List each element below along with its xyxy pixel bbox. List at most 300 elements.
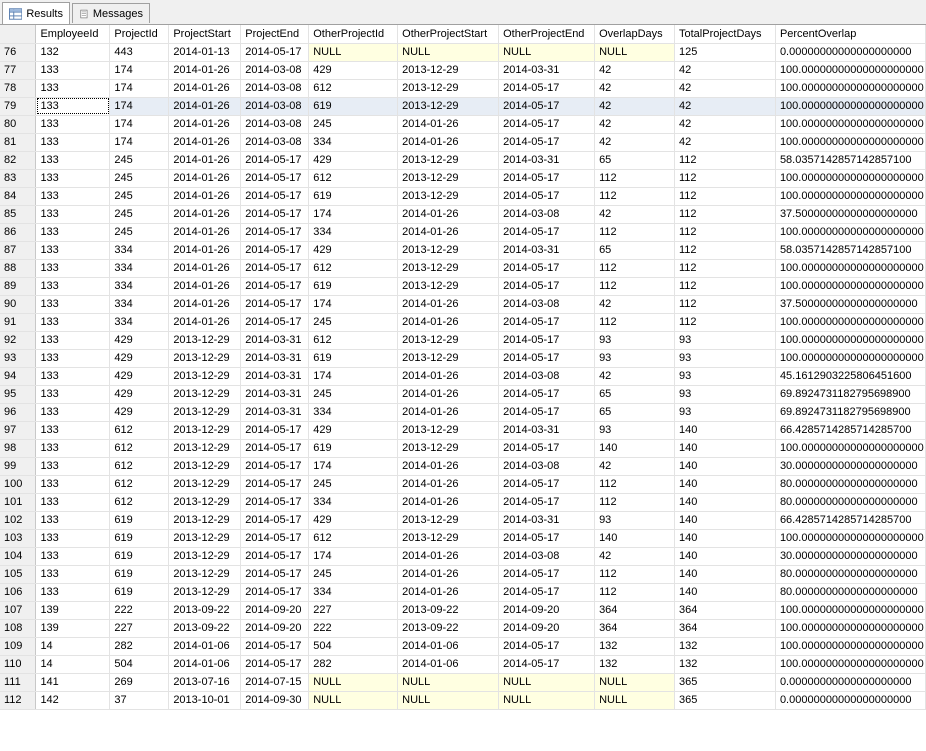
column-header-employee-id[interactable]: EmployeeId: [36, 25, 110, 43]
cell-other-project-id[interactable]: 245: [309, 565, 398, 583]
cell-other-project-end[interactable]: 2014-05-17: [499, 385, 595, 403]
table-row[interactable]: [0, 511, 926, 529]
cell-project-end[interactable]: 2014-05-17: [241, 511, 309, 529]
cell-other-project-end[interactable]: 2014-05-17: [499, 259, 595, 277]
cell-project-start[interactable]: 2014-01-06: [169, 637, 241, 655]
cell-project-id[interactable]: 174: [110, 79, 169, 97]
cell-other-project-id[interactable]: NULL: [309, 43, 398, 61]
cell-overlap-days[interactable]: 112: [595, 223, 675, 241]
cell-project-start[interactable]: 2014-01-26: [169, 277, 241, 295]
cell-overlap-days[interactable]: 93: [595, 331, 675, 349]
column-header-project-end[interactable]: ProjectEnd: [241, 25, 309, 43]
cell-percent-overlap[interactable]: 80.00000000000000000000: [775, 475, 925, 493]
cell-percent-overlap[interactable]: 66.4285714285714285700: [775, 511, 925, 529]
cell-project-end[interactable]: 2014-05-17: [241, 259, 309, 277]
cell-project-end[interactable]: 2014-05-17: [241, 295, 309, 313]
cell-percent-overlap[interactable]: 58.0357142857142857100: [775, 241, 925, 259]
cell-total-project-days[interactable]: 112: [675, 313, 776, 331]
cell-other-project-id[interactable]: 612: [309, 169, 398, 187]
cell-total-project-days[interactable]: 112: [675, 259, 776, 277]
results-grid[interactable]: [0, 25, 926, 751]
cell-overlap-days[interactable]: NULL: [595, 691, 675, 709]
table-row[interactable]: [0, 403, 926, 421]
table-row[interactable]: [0, 61, 926, 79]
cell-employee-id[interactable]: 133: [36, 79, 110, 97]
cell-project-start[interactable]: 2013-12-29: [169, 547, 241, 565]
cell-project-id[interactable]: 245: [110, 223, 169, 241]
cell-project-end[interactable]: 2014-05-17: [241, 493, 309, 511]
cell-project-id[interactable]: 612: [110, 475, 169, 493]
column-header-overlap-days[interactable]: OverlapDays: [595, 25, 675, 43]
cell-employee-id[interactable]: 133: [36, 205, 110, 223]
row-number-cell[interactable]: 82: [0, 151, 36, 169]
cell-employee-id[interactable]: 133: [36, 385, 110, 403]
cell-employee-id[interactable]: 14: [36, 637, 110, 655]
cell-other-project-id[interactable]: NULL: [309, 673, 398, 691]
cell-project-end[interactable]: 2014-05-17: [241, 565, 309, 583]
cell-overlap-days[interactable]: 112: [595, 583, 675, 601]
cell-employee-id[interactable]: 133: [36, 421, 110, 439]
column-header-project-start[interactable]: ProjectStart: [169, 25, 241, 43]
cell-other-project-end[interactable]: 2014-03-31: [499, 511, 595, 529]
cell-overlap-days[interactable]: 42: [595, 133, 675, 151]
row-number-cell[interactable]: 101: [0, 493, 36, 511]
column-header-other-project-end[interactable]: OtherProjectEnd: [499, 25, 595, 43]
table-row[interactable]: [0, 493, 926, 511]
cell-other-project-id[interactable]: 619: [309, 439, 398, 457]
cell-percent-overlap[interactable]: 0.00000000000000000000: [775, 43, 925, 61]
cell-project-start[interactable]: 2013-12-29: [169, 493, 241, 511]
cell-percent-overlap[interactable]: 100.00000000000000000000: [775, 115, 925, 133]
table-row[interactable]: [0, 277, 926, 295]
cell-project-id[interactable]: 429: [110, 385, 169, 403]
row-number-cell[interactable]: 103: [0, 529, 36, 547]
cell-other-project-id[interactable]: 619: [309, 277, 398, 295]
row-number-cell[interactable]: 88: [0, 259, 36, 277]
cell-other-project-start[interactable]: 2013-09-22: [398, 601, 499, 619]
cell-employee-id[interactable]: 133: [36, 331, 110, 349]
cell-other-project-id[interactable]: 612: [309, 331, 398, 349]
cell-project-end[interactable]: 2014-05-17: [241, 43, 309, 61]
cell-total-project-days[interactable]: 365: [675, 673, 776, 691]
cell-total-project-days[interactable]: 42: [675, 133, 776, 151]
cell-project-id[interactable]: 619: [110, 565, 169, 583]
cell-total-project-days[interactable]: 93: [675, 349, 776, 367]
cell-project-id[interactable]: 227: [110, 619, 169, 637]
cell-project-start[interactable]: 2013-12-29: [169, 331, 241, 349]
cell-project-start[interactable]: 2013-09-22: [169, 601, 241, 619]
cell-other-project-start[interactable]: 2013-12-29: [398, 421, 499, 439]
cell-project-start[interactable]: 2013-12-29: [169, 565, 241, 583]
cell-project-id[interactable]: 245: [110, 205, 169, 223]
cell-employee-id[interactable]: 139: [36, 619, 110, 637]
cell-other-project-end[interactable]: 2014-03-08: [499, 547, 595, 565]
cell-total-project-days[interactable]: 112: [675, 223, 776, 241]
cell-overlap-days[interactable]: 112: [595, 187, 675, 205]
tab-messages[interactable]: [72, 3, 150, 23]
cell-project-end[interactable]: 2014-05-17: [241, 421, 309, 439]
cell-other-project-start[interactable]: 2014-01-26: [398, 295, 499, 313]
cell-overlap-days[interactable]: 42: [595, 205, 675, 223]
row-number-cell[interactable]: 83: [0, 169, 36, 187]
cell-other-project-start[interactable]: 2013-12-29: [398, 79, 499, 97]
cell-total-project-days[interactable]: 364: [675, 601, 776, 619]
cell-other-project-end[interactable]: 2014-03-08: [499, 295, 595, 313]
cell-other-project-start[interactable]: 2014-01-06: [398, 637, 499, 655]
cell-percent-overlap[interactable]: 66.4285714285714285700: [775, 421, 925, 439]
table-row[interactable]: [0, 241, 926, 259]
cell-project-start[interactable]: 2013-12-29: [169, 349, 241, 367]
cell-project-end[interactable]: 2014-03-08: [241, 133, 309, 151]
column-header-other-project-id[interactable]: OtherProjectId: [309, 25, 398, 43]
cell-total-project-days[interactable]: 42: [675, 115, 776, 133]
cell-project-end[interactable]: 2014-05-17: [241, 313, 309, 331]
cell-other-project-start[interactable]: 2013-12-29: [398, 529, 499, 547]
cell-project-start[interactable]: 2014-01-26: [169, 151, 241, 169]
cell-total-project-days[interactable]: 140: [675, 475, 776, 493]
cell-percent-overlap[interactable]: 100.00000000000000000000: [775, 655, 925, 673]
cell-other-project-end[interactable]: 2014-05-17: [499, 313, 595, 331]
cell-project-id[interactable]: 429: [110, 403, 169, 421]
cell-overlap-days[interactable]: 112: [595, 313, 675, 331]
cell-other-project-start[interactable]: 2013-12-29: [398, 169, 499, 187]
cell-project-start[interactable]: 2014-01-26: [169, 205, 241, 223]
cell-total-project-days[interactable]: 140: [675, 583, 776, 601]
row-number-cell[interactable]: 81: [0, 133, 36, 151]
cell-other-project-id[interactable]: 282: [309, 655, 398, 673]
row-number-cell[interactable]: 112: [0, 691, 36, 709]
cell-percent-overlap[interactable]: 100.00000000000000000000: [775, 169, 925, 187]
cell-other-project-end[interactable]: 2014-03-08: [499, 205, 595, 223]
cell-project-end[interactable]: 2014-09-20: [241, 601, 309, 619]
table-row[interactable]: [0, 457, 926, 475]
cell-percent-overlap[interactable]: 100.00000000000000000000: [775, 133, 925, 151]
cell-employee-id[interactable]: 133: [36, 133, 110, 151]
cell-total-project-days[interactable]: 112: [675, 241, 776, 259]
cell-percent-overlap[interactable]: 45.1612903225806451600: [775, 367, 925, 385]
cell-other-project-end[interactable]: 2014-05-17: [499, 565, 595, 583]
cell-total-project-days[interactable]: 132: [675, 655, 776, 673]
cell-employee-id[interactable]: 141: [36, 673, 110, 691]
cell-percent-overlap[interactable]: 0.00000000000000000000: [775, 673, 925, 691]
table-row[interactable]: [0, 151, 926, 169]
cell-other-project-start[interactable]: 2014-01-26: [398, 223, 499, 241]
table-row[interactable]: [0, 601, 926, 619]
cell-employee-id[interactable]: 133: [36, 475, 110, 493]
cell-percent-overlap[interactable]: 69.8924731182795698900: [775, 385, 925, 403]
cell-overlap-days[interactable]: 93: [595, 421, 675, 439]
cell-percent-overlap[interactable]: 80.00000000000000000000: [775, 493, 925, 511]
cell-percent-overlap[interactable]: 30.00000000000000000000: [775, 457, 925, 475]
cell-percent-overlap[interactable]: 100.00000000000000000000: [775, 601, 925, 619]
row-number-cell[interactable]: 77: [0, 61, 36, 79]
cell-other-project-id[interactable]: 222: [309, 619, 398, 637]
cell-project-id[interactable]: 334: [110, 259, 169, 277]
table-row[interactable]: [0, 79, 926, 97]
cell-project-end[interactable]: 2014-03-08: [241, 61, 309, 79]
cell-employee-id[interactable]: 133: [36, 403, 110, 421]
cell-employee-id[interactable]: 142: [36, 691, 110, 709]
cell-other-project-end[interactable]: 2014-05-17: [499, 331, 595, 349]
table-row[interactable]: [0, 313, 926, 331]
cell-other-project-end[interactable]: 2014-03-31: [499, 421, 595, 439]
cell-overlap-days[interactable]: 112: [595, 565, 675, 583]
row-number-cell[interactable]: 111: [0, 673, 36, 691]
cell-project-id[interactable]: 174: [110, 61, 169, 79]
cell-project-end[interactable]: 2014-05-17: [241, 169, 309, 187]
cell-project-start[interactable]: 2013-12-29: [169, 421, 241, 439]
row-number-cell[interactable]: 97: [0, 421, 36, 439]
cell-other-project-end[interactable]: NULL: [499, 691, 595, 709]
cell-total-project-days[interactable]: 112: [675, 169, 776, 187]
row-number-cell[interactable]: 100: [0, 475, 36, 493]
cell-total-project-days[interactable]: 364: [675, 619, 776, 637]
cell-total-project-days[interactable]: 112: [675, 151, 776, 169]
cell-project-start[interactable]: 2014-01-26: [169, 115, 241, 133]
table-row[interactable]: [0, 691, 926, 709]
cell-project-start[interactable]: 2014-01-26: [169, 187, 241, 205]
cell-total-project-days[interactable]: 93: [675, 331, 776, 349]
cell-other-project-start[interactable]: 2013-12-29: [398, 511, 499, 529]
cell-other-project-start[interactable]: 2014-01-26: [398, 583, 499, 601]
cell-other-project-id[interactable]: 334: [309, 223, 398, 241]
cell-overlap-days[interactable]: 364: [595, 601, 675, 619]
cell-project-end[interactable]: 2014-05-17: [241, 223, 309, 241]
cell-percent-overlap[interactable]: 100.00000000000000000000: [775, 529, 925, 547]
table-row[interactable]: [0, 295, 926, 313]
cell-total-project-days[interactable]: 93: [675, 385, 776, 403]
cell-employee-id[interactable]: 133: [36, 169, 110, 187]
cell-other-project-end[interactable]: 2014-05-17: [499, 133, 595, 151]
cell-percent-overlap[interactable]: 80.00000000000000000000: [775, 583, 925, 601]
table-row[interactable]: [0, 637, 926, 655]
cell-percent-overlap[interactable]: 100.00000000000000000000: [775, 439, 925, 457]
cell-other-project-start[interactable]: 2014-01-26: [398, 133, 499, 151]
cell-project-end[interactable]: 2014-03-08: [241, 115, 309, 133]
cell-project-start[interactable]: 2014-01-26: [169, 79, 241, 97]
cell-overlap-days[interactable]: 112: [595, 277, 675, 295]
cell-total-project-days[interactable]: 112: [675, 187, 776, 205]
cell-other-project-end[interactable]: 2014-05-17: [499, 529, 595, 547]
cell-project-id[interactable]: 174: [110, 115, 169, 133]
cell-other-project-id[interactable]: 245: [309, 475, 398, 493]
cell-other-project-start[interactable]: 2013-12-29: [398, 277, 499, 295]
cell-overlap-days[interactable]: 112: [595, 259, 675, 277]
row-number-cell[interactable]: 86: [0, 223, 36, 241]
table-row[interactable]: [0, 259, 926, 277]
cell-project-end[interactable]: 2014-03-31: [241, 349, 309, 367]
cell-project-id[interactable]: 334: [110, 295, 169, 313]
cell-overlap-days[interactable]: 140: [595, 529, 675, 547]
cell-project-end[interactable]: 2014-05-17: [241, 475, 309, 493]
cell-employee-id[interactable]: 133: [36, 529, 110, 547]
table-row[interactable]: [0, 385, 926, 403]
cell-total-project-days[interactable]: 93: [675, 403, 776, 421]
cell-total-project-days[interactable]: 42: [675, 79, 776, 97]
cell-other-project-end[interactable]: 2014-03-31: [499, 241, 595, 259]
cell-project-end[interactable]: 2014-05-17: [241, 205, 309, 223]
cell-project-end[interactable]: 2014-05-17: [241, 529, 309, 547]
cell-other-project-id[interactable]: 429: [309, 421, 398, 439]
cell-project-id[interactable]: 245: [110, 151, 169, 169]
cell-other-project-id[interactable]: 334: [309, 583, 398, 601]
cell-total-project-days[interactable]: 42: [675, 97, 776, 115]
cell-overlap-days[interactable]: 65: [595, 385, 675, 403]
row-number-cell[interactable]: 106: [0, 583, 36, 601]
row-number-cell[interactable]: 99: [0, 457, 36, 475]
cell-other-project-start[interactable]: 2013-12-29: [398, 97, 499, 115]
cell-project-start[interactable]: 2013-12-29: [169, 475, 241, 493]
cell-other-project-id[interactable]: 612: [309, 529, 398, 547]
cell-total-project-days[interactable]: 42: [675, 61, 776, 79]
cell-other-project-end[interactable]: 2014-03-31: [499, 61, 595, 79]
cell-employee-id[interactable]: 133: [36, 583, 110, 601]
cell-other-project-id[interactable]: 174: [309, 205, 398, 223]
table-row[interactable]: [0, 223, 926, 241]
table-row[interactable]: [0, 529, 926, 547]
row-number-cell[interactable]: 108: [0, 619, 36, 637]
row-number-cell[interactable]: 76: [0, 43, 36, 61]
cell-other-project-id[interactable]: 504: [309, 637, 398, 655]
cell-other-project-start[interactable]: 2014-01-26: [398, 385, 499, 403]
cell-employee-id[interactable]: 133: [36, 493, 110, 511]
cell-project-end[interactable]: 2014-03-31: [241, 331, 309, 349]
cell-other-project-id[interactable]: 429: [309, 241, 398, 259]
cell-project-end[interactable]: 2014-05-17: [241, 583, 309, 601]
cell-other-project-end[interactable]: 2014-05-17: [499, 79, 595, 97]
cell-other-project-id[interactable]: 227: [309, 601, 398, 619]
cell-other-project-end[interactable]: 2014-05-17: [499, 655, 595, 673]
cell-other-project-end[interactable]: 2014-05-17: [499, 583, 595, 601]
cell-total-project-days[interactable]: 132: [675, 637, 776, 655]
column-header-project-id[interactable]: ProjectId: [110, 25, 169, 43]
cell-percent-overlap[interactable]: 69.8924731182795698900: [775, 403, 925, 421]
grid-corner[interactable]: [0, 25, 36, 43]
cell-other-project-end[interactable]: 2014-05-17: [499, 349, 595, 367]
cell-other-project-end[interactable]: 2014-05-17: [499, 97, 595, 115]
cell-project-start[interactable]: 2014-01-26: [169, 223, 241, 241]
cell-percent-overlap[interactable]: 0.00000000000000000000: [775, 691, 925, 709]
table-row[interactable]: [0, 421, 926, 439]
cell-total-project-days[interactable]: 93: [675, 367, 776, 385]
cell-project-id[interactable]: 269: [110, 673, 169, 691]
cell-project-end[interactable]: 2014-09-20: [241, 619, 309, 637]
cell-total-project-days[interactable]: 140: [675, 511, 776, 529]
cell-other-project-end[interactable]: 2014-05-17: [499, 277, 595, 295]
cell-employee-id[interactable]: 14: [36, 655, 110, 673]
row-number-cell[interactable]: 93: [0, 349, 36, 367]
cell-other-project-start[interactable]: 2013-09-22: [398, 619, 499, 637]
cell-other-project-start[interactable]: 2014-01-26: [398, 403, 499, 421]
cell-other-project-start[interactable]: 2013-12-29: [398, 259, 499, 277]
cell-overlap-days[interactable]: 112: [595, 169, 675, 187]
cell-total-project-days[interactable]: 140: [675, 493, 776, 511]
cell-overlap-days[interactable]: 140: [595, 439, 675, 457]
cell-other-project-end[interactable]: NULL: [499, 43, 595, 61]
cell-overlap-days[interactable]: 93: [595, 349, 675, 367]
cell-other-project-end[interactable]: 2014-09-20: [499, 601, 595, 619]
cell-percent-overlap[interactable]: 100.00000000000000000000: [775, 637, 925, 655]
cell-project-id[interactable]: 174: [110, 97, 169, 115]
cell-overlap-days[interactable]: 132: [595, 655, 675, 673]
cell-percent-overlap[interactable]: 100.00000000000000000000: [775, 331, 925, 349]
cell-other-project-id[interactable]: 245: [309, 313, 398, 331]
table-row[interactable]: [0, 331, 926, 349]
cell-project-start[interactable]: 2013-12-29: [169, 385, 241, 403]
cell-project-id[interactable]: 612: [110, 439, 169, 457]
row-number-cell[interactable]: 87: [0, 241, 36, 259]
row-number-cell[interactable]: 102: [0, 511, 36, 529]
cell-employee-id[interactable]: 133: [36, 511, 110, 529]
cell-percent-overlap[interactable]: 100.00000000000000000000: [775, 619, 925, 637]
cell-project-start[interactable]: 2013-12-29: [169, 511, 241, 529]
row-number-cell[interactable]: 91: [0, 313, 36, 331]
cell-project-id[interactable]: 174: [110, 133, 169, 151]
table-row[interactable]: [0, 349, 926, 367]
cell-other-project-end[interactable]: 2014-03-08: [499, 457, 595, 475]
cell-overlap-days[interactable]: 112: [595, 475, 675, 493]
cell-other-project-id[interactable]: 619: [309, 97, 398, 115]
cell-other-project-end[interactable]: 2014-05-17: [499, 493, 595, 511]
cell-employee-id[interactable]: 139: [36, 601, 110, 619]
row-number-cell[interactable]: 89: [0, 277, 36, 295]
table-row[interactable]: [0, 133, 926, 151]
cell-other-project-start[interactable]: 2013-12-29: [398, 439, 499, 457]
column-header-total-project-days[interactable]: TotalProjectDays: [675, 25, 776, 43]
cell-other-project-start[interactable]: 2013-12-29: [398, 61, 499, 79]
cell-project-end[interactable]: 2014-05-17: [241, 439, 309, 457]
cell-project-id[interactable]: 443: [110, 43, 169, 61]
table-row[interactable]: [0, 673, 926, 691]
row-number-cell[interactable]: 90: [0, 295, 36, 313]
cell-other-project-id[interactable]: 619: [309, 187, 398, 205]
column-header-percent-overlap[interactable]: PercentOverlap: [775, 25, 925, 43]
row-number-cell[interactable]: 96: [0, 403, 36, 421]
cell-total-project-days[interactable]: 140: [675, 565, 776, 583]
cell-percent-overlap[interactable]: 100.00000000000000000000: [775, 187, 925, 205]
cell-other-project-id[interactable]: 612: [309, 259, 398, 277]
cell-other-project-id[interactable]: 174: [309, 547, 398, 565]
table-row[interactable]: [0, 655, 926, 673]
cell-total-project-days[interactable]: 140: [675, 421, 776, 439]
cell-other-project-end[interactable]: NULL: [499, 673, 595, 691]
cell-project-start[interactable]: 2014-01-26: [169, 97, 241, 115]
cell-project-id[interactable]: 619: [110, 529, 169, 547]
cell-employee-id[interactable]: 133: [36, 277, 110, 295]
cell-project-id[interactable]: 245: [110, 169, 169, 187]
cell-project-id[interactable]: 334: [110, 241, 169, 259]
cell-other-project-start[interactable]: NULL: [398, 673, 499, 691]
cell-other-project-id[interactable]: 245: [309, 385, 398, 403]
cell-employee-id[interactable]: 133: [36, 61, 110, 79]
cell-overlap-days[interactable]: NULL: [595, 673, 675, 691]
cell-other-project-end[interactable]: 2014-05-17: [499, 475, 595, 493]
cell-overlap-days[interactable]: 65: [595, 151, 675, 169]
cell-project-end[interactable]: 2014-03-31: [241, 385, 309, 403]
cell-other-project-end[interactable]: 2014-05-17: [499, 637, 595, 655]
cell-total-project-days[interactable]: 140: [675, 457, 776, 475]
cell-project-end[interactable]: 2014-05-17: [241, 547, 309, 565]
tab-results[interactable]: [2, 2, 70, 24]
cell-project-id[interactable]: 612: [110, 457, 169, 475]
cell-percent-overlap[interactable]: 37.50000000000000000000: [775, 205, 925, 223]
cell-other-project-end[interactable]: 2014-05-17: [499, 403, 595, 421]
cell-employee-id[interactable]: 133: [36, 313, 110, 331]
cell-overlap-days[interactable]: 42: [595, 61, 675, 79]
table-row[interactable]: [0, 187, 926, 205]
cell-overlap-days[interactable]: 42: [595, 79, 675, 97]
table-row[interactable]: [0, 439, 926, 457]
